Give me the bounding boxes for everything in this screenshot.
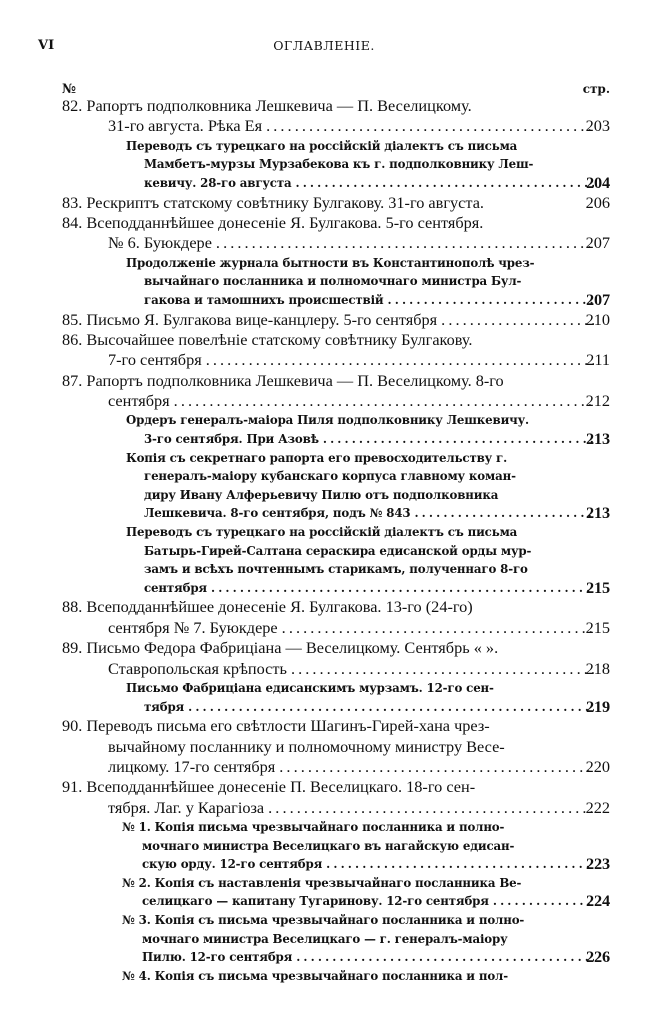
page-number: 212 bbox=[585, 391, 610, 411]
page-number: 204 bbox=[586, 173, 610, 192]
entry-text: замъ и всѣхъ почтеннымъ старикамъ, полученнаго 8-го bbox=[144, 562, 528, 577]
toc-entry bbox=[0, 777, 650, 818]
toc-line bbox=[0, 892, 650, 911]
toc-line bbox=[0, 213, 650, 233]
entry-text: № 2. Копія съ наставленія чрезвычайнаго посланника Ве- bbox=[122, 875, 522, 890]
toc-entry bbox=[0, 310, 650, 330]
entry-text: сентября bbox=[144, 580, 207, 595]
toc-line bbox=[0, 523, 650, 542]
page-number: 218 bbox=[585, 658, 610, 678]
page-column-header: стр. bbox=[582, 82, 610, 96]
number-column-header: № bbox=[62, 82, 77, 97]
toc-subentry bbox=[0, 449, 650, 523]
entry-text: 86. Высочайшее повелѣніе статскому совѣтнику Булгакову. bbox=[62, 329, 473, 349]
toc-line bbox=[0, 618, 650, 638]
page-number: 223 bbox=[586, 855, 610, 874]
toc-line bbox=[0, 698, 650, 717]
toc-line bbox=[0, 638, 650, 658]
toc-line bbox=[0, 174, 650, 193]
toc-line bbox=[0, 411, 650, 430]
toc-subentry bbox=[0, 523, 650, 597]
toc-line bbox=[0, 116, 650, 136]
toc-entry bbox=[0, 716, 650, 777]
toc-line bbox=[0, 486, 650, 505]
page-number: 207 bbox=[585, 233, 610, 253]
entry-text: 91. Всеподданнѣйшее донесеніе П. Веселицкаго. 18-го сен- bbox=[62, 777, 476, 797]
toc-line bbox=[0, 757, 650, 777]
toc-line bbox=[0, 716, 650, 736]
toc-line bbox=[0, 467, 650, 486]
entry-text: Батырь-Гирей-Салтана сераскира едисанской орды мур- bbox=[144, 543, 532, 558]
entry-text: вычайнаго посланника и полномочнаго министра Бул- bbox=[144, 274, 522, 289]
toc-line bbox=[0, 659, 650, 679]
dot-leader bbox=[441, 310, 594, 330]
dot-leader bbox=[296, 948, 594, 967]
dot-leader bbox=[282, 618, 594, 638]
toc-line bbox=[0, 560, 650, 579]
toc-line bbox=[0, 818, 650, 837]
toc-line bbox=[0, 542, 650, 561]
toc-line bbox=[0, 96, 650, 116]
table-of-contents bbox=[0, 96, 650, 985]
entry-text: гакова и тамошнихъ происшествій bbox=[144, 292, 384, 307]
dot-leader bbox=[414, 504, 594, 523]
toc-entry bbox=[0, 597, 650, 638]
page-title: ОГЛАВЛЕНІЕ. bbox=[273, 38, 375, 53]
toc-line bbox=[0, 193, 650, 213]
entry-text: диру Ивану Алферьевичу Пилю отъ подполковника bbox=[144, 487, 499, 502]
entry-text: 87. Рапортъ подполковника Лешкевича — П. Веселицкому. 8-го bbox=[62, 370, 504, 390]
dot-leader bbox=[174, 391, 594, 411]
toc-entry bbox=[0, 371, 650, 412]
toc-line bbox=[0, 291, 650, 310]
toc-line bbox=[0, 155, 650, 174]
entry-text: 7-го сентября bbox=[108, 350, 202, 370]
entry-text: Ордеръ генералъ-маіора Пиля подполковнику Лешкевичу. bbox=[126, 413, 530, 428]
entry-text: Лешкевича. 8-го сентября, подъ № 843 bbox=[144, 506, 411, 521]
toc-line bbox=[0, 310, 650, 330]
toc-line bbox=[0, 579, 650, 598]
entry-text: 31-го августа. Рѣка Ея bbox=[108, 116, 263, 136]
page-number: 210 bbox=[585, 309, 610, 329]
toc-line bbox=[0, 254, 650, 273]
toc-subentry bbox=[0, 411, 650, 448]
entry-text: тября bbox=[144, 699, 185, 714]
toc-line bbox=[0, 874, 650, 893]
entry-text: 90. Переводъ письма его свѣтлости Шагинъ-Гирей-хана чрез- bbox=[62, 716, 490, 736]
entry-text: сентября № 7. Буюкдере bbox=[108, 617, 278, 637]
entry-text: № 1. Копія письма чрезвычайнаго посланника и полно- bbox=[122, 820, 505, 835]
entry-text: лицкому. 17-го сентября bbox=[108, 756, 276, 776]
toc-line bbox=[0, 597, 650, 617]
toc-line bbox=[0, 391, 650, 411]
dot-leader bbox=[268, 798, 594, 818]
entry-text: селицкаго — капитану Тугаринову. 12-го сентября bbox=[142, 894, 489, 909]
dot-leader bbox=[266, 116, 594, 136]
toc-line bbox=[0, 911, 650, 930]
entry-text: мочнаго министра Веселицкаго въ нагайскую едисан- bbox=[142, 838, 515, 853]
entry-text: генералъ-маіору кубанскаго корпуса главному коман- bbox=[144, 469, 516, 484]
page-number: 213 bbox=[586, 430, 610, 449]
toc-entry bbox=[0, 213, 650, 254]
page-number: 219 bbox=[586, 697, 610, 716]
page-number: 215 bbox=[585, 617, 610, 637]
page-number: 215 bbox=[586, 578, 610, 597]
toc-subentry bbox=[0, 874, 650, 911]
dot-leader bbox=[279, 757, 594, 777]
dot-leader bbox=[291, 659, 594, 679]
dot-leader bbox=[323, 430, 594, 449]
entry-text: 85. Письмо Я. Булгакова вице-канцлеру. 5-го сентября bbox=[62, 309, 438, 329]
toc-entry bbox=[0, 330, 650, 371]
toc-line bbox=[0, 137, 650, 156]
toc-line bbox=[0, 272, 650, 291]
entry-text: скую орду. 12-го сентября bbox=[142, 857, 323, 872]
running-head bbox=[38, 38, 610, 58]
entry-text: № 3. Копія съ письма чрезвычайнаго посланника и полно- bbox=[122, 913, 525, 928]
entry-text: Переводъ съ турецкаго на россійскій діалектъ съ письма bbox=[126, 525, 518, 540]
entry-text: Пилю. 12-го сентября bbox=[142, 950, 293, 965]
page-number: 203 bbox=[585, 116, 610, 136]
page-number: 220 bbox=[585, 756, 610, 776]
page-number: 206 bbox=[585, 192, 610, 212]
toc-line bbox=[0, 430, 650, 449]
entry-text: Мамбетъ-мурзы Мурзабекова къ г. подполковнику Леш- bbox=[144, 157, 534, 172]
entry-text: кевичу. 28-го августа bbox=[144, 175, 292, 190]
entry-text: вычайному посланнику и полномочному министру Весе- bbox=[108, 736, 505, 756]
page-number: 211 bbox=[586, 350, 610, 370]
toc-line bbox=[0, 967, 650, 986]
dot-leader bbox=[206, 350, 594, 370]
toc-line bbox=[0, 371, 650, 391]
dot-leader bbox=[388, 291, 594, 310]
entry-text: тября. Лаг. у Карагіоза bbox=[108, 797, 265, 817]
toc-entry bbox=[0, 96, 650, 137]
toc-line bbox=[0, 679, 650, 698]
toc-line bbox=[0, 837, 650, 856]
toc-line bbox=[0, 948, 650, 967]
entry-text: Письмо Фабриціана едисанскимъ мурзамъ. 12-го сен- bbox=[126, 680, 494, 695]
page-folio: VI bbox=[38, 38, 55, 53]
toc-line bbox=[0, 233, 650, 253]
dot-leader bbox=[493, 892, 594, 911]
toc-subentry bbox=[0, 818, 650, 874]
entry-text: 89. Письмо Федора Фабриціана — Веселицкому. Сентябрь « ». bbox=[62, 638, 499, 658]
entry-text: Переводъ съ турецкаго на россійскій діалектъ съ письма bbox=[126, 138, 518, 153]
toc-line bbox=[0, 930, 650, 949]
dot-leader bbox=[211, 579, 594, 598]
dot-leader bbox=[188, 698, 594, 717]
toc-line bbox=[0, 449, 650, 468]
toc-line bbox=[0, 798, 650, 818]
toc-entry bbox=[0, 193, 650, 213]
entry-text: 84. Всеподданнѣйшее донесеніе Я. Булгакова. 5-го сентября. bbox=[62, 212, 484, 232]
entry-text: 3-го сентября. При Азовѣ bbox=[144, 432, 319, 447]
toc-subentry bbox=[0, 254, 650, 310]
entry-text: Продолженіе журнала бытности въ Константинополѣ чрез- bbox=[126, 255, 535, 270]
toc-subentry bbox=[0, 679, 650, 716]
toc-subentry bbox=[0, 967, 650, 986]
entry-text: Ставропольская крѣпость bbox=[108, 658, 287, 678]
page-number: 207 bbox=[586, 290, 610, 309]
toc-line bbox=[0, 737, 650, 757]
page-number: 213 bbox=[586, 504, 610, 523]
toc-line bbox=[0, 350, 650, 370]
entry-text: № 4. Копія съ письма чрезвычайнаго посланника и пол- bbox=[122, 968, 508, 983]
entry-text: № 6. Буюкдере bbox=[108, 233, 212, 253]
entry-text: мочнаго министра Веселицкаго — г. генералъ-маіору bbox=[142, 931, 508, 946]
toc-line bbox=[0, 855, 650, 874]
dot-leader bbox=[216, 233, 594, 253]
dot-leader bbox=[296, 174, 595, 193]
toc-line bbox=[0, 777, 650, 797]
page-number: 226 bbox=[586, 948, 610, 967]
toc-subentry bbox=[0, 911, 650, 967]
entry-text: Копія съ секретнаго рапорта его превосходительству г. bbox=[126, 450, 508, 465]
entry-text: 83. Рескриптъ статскому совѣтнику Булгакову. 31-го августа. bbox=[62, 192, 484, 212]
entry-text: 88. Всеподданнѣйшее донесеніе Я. Булгакова. 13-го (24-го) bbox=[62, 597, 473, 617]
entry-text: 82. Рапортъ подполковника Лешкевича — П. Веселицкому. bbox=[62, 96, 472, 115]
toc-subentry bbox=[0, 137, 650, 193]
toc-line bbox=[0, 504, 650, 523]
entry-text: сентября bbox=[108, 391, 170, 411]
page-number: 222 bbox=[585, 797, 610, 817]
page-number: 224 bbox=[586, 892, 610, 911]
toc-entry bbox=[0, 638, 650, 679]
dot-leader bbox=[326, 855, 594, 874]
toc-line bbox=[0, 330, 650, 350]
